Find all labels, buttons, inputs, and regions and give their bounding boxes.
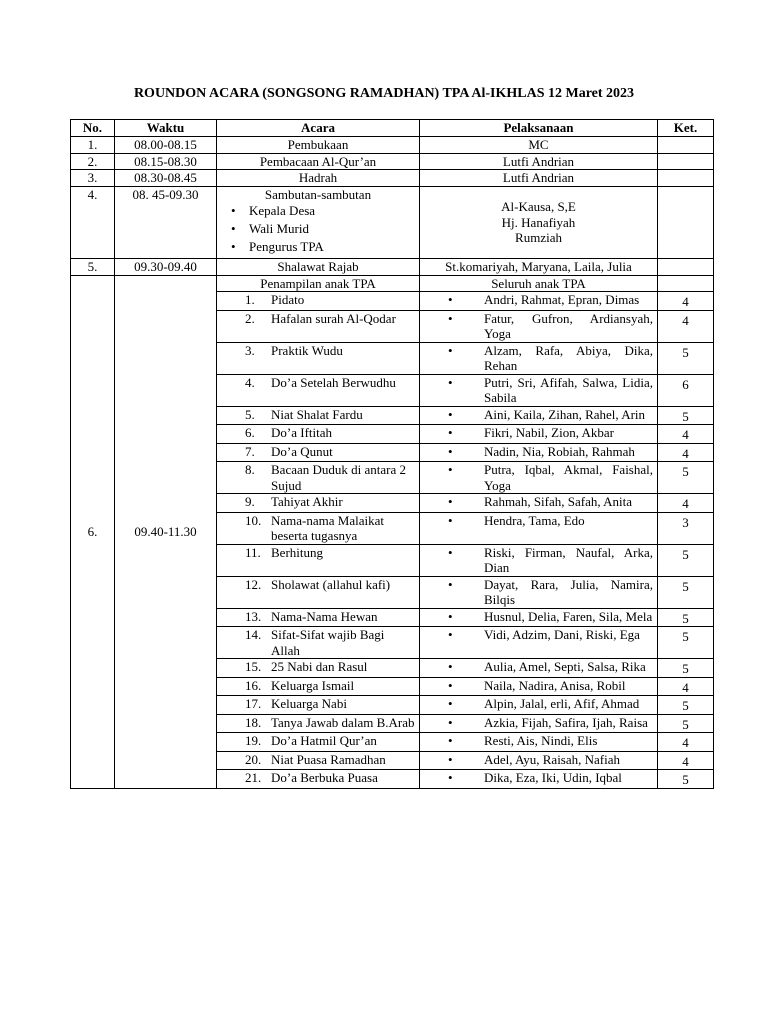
performance-pelaksanaan <box>420 462 658 494</box>
item-number: 3. <box>245 342 255 358</box>
performance-acara <box>217 374 420 406</box>
item-number: 21. <box>245 770 262 785</box>
performance-pelaksanaan <box>420 677 658 696</box>
item-acara: Bacaan Duduk di antara 2 Sujud <box>271 462 407 493</box>
performance-acara <box>217 512 420 544</box>
item-number: 12. <box>245 576 262 592</box>
item-number: 7. <box>245 443 255 459</box>
item-number: 10. <box>245 512 262 528</box>
item-pelaksanaan: Putri, Sri, Afifah, Salwa, Lidia, Sabila <box>484 374 653 405</box>
row-acara: Pembacaan Al-Qur’an <box>217 153 420 170</box>
table-row <box>71 153 714 170</box>
table-row <box>71 259 714 276</box>
item-pelaksanaan: Vidi, Adzim, Dani, Riski, Ega <box>484 627 640 642</box>
bullet: • <box>448 714 453 730</box>
table-row <box>71 137 714 154</box>
pelaksanaan-subheader: Seluruh anak TPA <box>420 275 658 292</box>
item-ket: 4 <box>658 751 714 770</box>
row-waktu: 08.15-08.30 <box>115 153 217 170</box>
item-ket: 3 <box>658 512 714 544</box>
row-ket <box>658 275 714 292</box>
performance-pelaksanaan <box>420 576 658 608</box>
item-acara: Sifat-Sifat wajib Bagi Allah <box>271 627 385 658</box>
item-acara: Niat Puasa Ramadhan <box>271 751 386 767</box>
bullet: • <box>448 770 453 785</box>
item-number: 15. <box>245 659 262 674</box>
performance-pelaksanaan <box>420 659 658 678</box>
header-waktu: Waktu <box>115 120 217 137</box>
item-pelaksanaan: Hendra, Tama, Edo <box>484 512 585 528</box>
performance-pelaksanaan <box>420 696 658 715</box>
table-row <box>71 170 714 187</box>
item-acara: Tanya Jawab dalam B.Arab <box>271 714 415 730</box>
item-acara: Hafalan surah Al-Qodar <box>271 310 396 326</box>
performance-acara <box>217 425 420 444</box>
row-ket <box>658 137 714 154</box>
item-pelaksanaan: Nadin, Nia, Robiah, Rahmah <box>484 443 635 459</box>
item-ket: 5 <box>658 770 714 789</box>
row-pelaksanaan <box>420 186 658 259</box>
item-ket: 5 <box>658 576 714 608</box>
bullet: • <box>448 677 453 693</box>
performance-pelaksanaan <box>420 406 658 425</box>
item-pelaksanaan: Dika, Eza, Iki, Udin, Iqbal <box>484 770 622 785</box>
item-pelaksanaan: Alpin, Jalal, erli, Afif, Ahmad <box>484 696 640 711</box>
performance-pelaksanaan <box>420 770 658 789</box>
item-ket: 4 <box>658 677 714 696</box>
performance-acara <box>217 576 420 608</box>
item-number: 8. <box>245 462 255 477</box>
item-pelaksanaan: Adel, Ayu, Raisah, Nafiah <box>484 751 620 767</box>
row-pelaksanaan: MC <box>420 137 658 154</box>
list-item: • Wali Murid <box>221 220 415 238</box>
item-ket: 4 <box>658 292 714 311</box>
acara-heading: Sambutan-sambutan <box>264 186 372 202</box>
row-pelaksanaan: Lutfi Andrian <box>420 170 658 187</box>
header-no: No. <box>71 120 115 137</box>
bullet: • <box>448 462 453 477</box>
performance-acara <box>217 696 420 715</box>
bullet: • <box>448 406 453 422</box>
performance-pelaksanaan <box>420 751 658 770</box>
performance-pelaksanaan <box>420 425 658 444</box>
bullet: • <box>448 292 453 307</box>
item-ket: 5 <box>658 544 714 576</box>
performance-acara <box>217 714 420 733</box>
item-pelaksanaan: Rahmah, Sifah, Safah, Anita <box>484 494 633 509</box>
item-ket: 4 <box>658 443 714 462</box>
item-pelaksanaan: Husnul, Delia, Faren, Sila, Mela <box>484 608 653 624</box>
item-number: 13. <box>245 608 262 624</box>
row-acara: Shalawat Rajab <box>217 259 420 276</box>
row-waktu: 08. 45-09.30 <box>115 186 217 259</box>
list-item: • Kepala Desa <box>221 202 415 220</box>
performance-acara <box>217 677 420 696</box>
list-item: • Pengurus TPA <box>221 238 415 256</box>
row-acara <box>217 186 420 259</box>
row-no: 2. <box>71 153 115 170</box>
item-acara: Do’a Qunut <box>271 443 333 459</box>
performance-acara <box>217 770 420 789</box>
item-number: 16. <box>245 677 262 693</box>
item-ket: 5 <box>658 342 714 374</box>
item-ket: 4 <box>658 310 714 342</box>
table-row <box>71 186 714 259</box>
bullet: • <box>448 544 453 560</box>
row-no: 6. <box>71 275 115 788</box>
document-title: ROUNDON ACARA (SONGSONG RAMADHAN) TPA Al-IKHLAS 12 Maret 2023 <box>133 86 635 101</box>
item-acara: Berhitung <box>271 544 323 560</box>
row-no: 4. <box>71 186 115 259</box>
item-pelaksanaan: Fatur, Gufron, Ardiansyah, Yoga <box>484 310 653 341</box>
table-header-row <box>71 120 714 137</box>
bullet: • <box>448 733 453 748</box>
item-number: 5. <box>245 406 255 422</box>
item-acara: Praktik Wudu <box>271 342 343 358</box>
performance-pelaksanaan <box>420 733 658 752</box>
performance-pelaksanaan <box>420 512 658 544</box>
row-waktu: 09.30-09.40 <box>115 259 217 276</box>
item-ket: 5 <box>658 696 714 715</box>
performance-acara <box>217 443 420 462</box>
row-pelaksanaan: St.komariyah, Maryana, Laila, Julia <box>420 259 658 276</box>
performance-acara <box>217 544 420 576</box>
item-number: 4. <box>245 374 255 390</box>
sambutan-list <box>221 202 415 256</box>
bullet: • <box>448 342 453 358</box>
item-acara: Nama-nama Malaikat beserta tugasnya <box>271 512 384 543</box>
item-acara: Niat Shalat Fardu <box>271 406 363 422</box>
bullet: • <box>448 512 453 528</box>
performance-acara <box>217 406 420 425</box>
table-row <box>71 275 714 292</box>
header-acara: Acara <box>217 120 420 137</box>
bullet: • <box>448 576 453 592</box>
item-acara: 25 Nabi dan Rasul <box>271 659 368 674</box>
row-waktu: 08.00-08.15 <box>115 137 217 154</box>
item-number: 14. <box>245 627 262 642</box>
row-ket <box>658 259 714 276</box>
item-pelaksanaan: Azkia, Fijah, Safira, Ijah, Raisa <box>484 714 648 730</box>
performance-pelaksanaan <box>420 443 658 462</box>
item-ket: 6 <box>658 374 714 406</box>
bullet: • <box>448 627 453 642</box>
performance-pelaksanaan <box>420 292 658 311</box>
performance-acara <box>217 342 420 374</box>
performance-acara <box>217 627 420 659</box>
item-acara: Tahiyat Akhir <box>271 494 343 509</box>
performance-acara <box>217 659 420 678</box>
item-pelaksanaan: Dayat, Rara, Julia, Namira, Bilqis <box>484 576 653 607</box>
performance-acara <box>217 494 420 513</box>
header-pelaksanaan: Pelaksanaan <box>420 120 658 137</box>
item-pelaksanaan: Aini, Kaila, Zihan, Rahel, Arin <box>484 406 646 422</box>
item-number: 2. <box>245 310 255 326</box>
row-no: 5. <box>71 259 115 276</box>
item-acara: Pidato <box>271 292 305 307</box>
item-acara: Do’a Hatmil Qur’an <box>271 733 377 748</box>
row-ket <box>658 153 714 170</box>
item-pelaksanaan: Riski, Firman, Naufal, Arka, Dian <box>484 544 653 575</box>
bullet: • <box>448 374 453 390</box>
bullet: • <box>448 443 453 459</box>
item-pelaksanaan: Naila, Nadira, Anisa, Robil <box>484 677 626 693</box>
performance-pelaksanaan <box>420 714 658 733</box>
item-acara: Nama-Nama Hewan <box>271 608 378 624</box>
item-ket: 5 <box>658 627 714 659</box>
performance-pelaksanaan <box>420 374 658 406</box>
item-acara: Do’a Iftitah <box>271 425 333 440</box>
item-ket: 5 <box>658 608 714 627</box>
performance-acara <box>217 733 420 752</box>
row-acara: Hadrah <box>217 170 420 187</box>
item-ket: 5 <box>658 406 714 425</box>
item-number: 1. <box>245 292 255 307</box>
item-acara: Sholawat (allahul kafi) <box>271 576 391 592</box>
item-pelaksanaan: Resti, Ais, Nindi, Elis <box>484 733 598 748</box>
performance-acara <box>217 292 420 311</box>
item-number: 9. <box>245 494 255 509</box>
item-ket: 5 <box>658 462 714 494</box>
row-waktu: 09.40-11.30 <box>115 275 217 788</box>
performance-acara <box>217 751 420 770</box>
item-ket: 4 <box>658 425 714 444</box>
item-ket: 4 <box>658 494 714 513</box>
bullet: • <box>448 751 453 767</box>
pelaksanaan-line: Al-Kausa, S,E <box>501 199 576 214</box>
item-number: 20. <box>245 751 262 767</box>
performance-acara <box>217 608 420 627</box>
item-ket: 5 <box>658 659 714 678</box>
item-number: 17. <box>245 696 262 711</box>
acara-subheader: Penampilan anak TPA <box>217 275 420 292</box>
schedule-table <box>70 119 714 789</box>
row-waktu: 08.30-08.45 <box>115 170 217 187</box>
item-acara: Keluarga Ismail <box>271 677 355 693</box>
pelaksanaan-line: Hj. Hanafiyah <box>501 214 576 230</box>
performance-pelaksanaan <box>420 608 658 627</box>
item-pelaksanaan: Fikri, Nabil, Zion, Akbar <box>484 425 614 440</box>
bullet: • <box>448 494 453 509</box>
performance-pelaksanaan <box>420 544 658 576</box>
performance-acara <box>217 462 420 494</box>
bullet: • <box>448 310 453 326</box>
row-pelaksanaan: Lutfi Andrian <box>420 153 658 170</box>
item-number: 11. <box>245 544 261 560</box>
item-number: 6. <box>245 425 255 440</box>
bullet: • <box>448 696 453 711</box>
performance-pelaksanaan <box>420 310 658 342</box>
performance-pelaksanaan <box>420 494 658 513</box>
performance-pelaksanaan <box>420 627 658 659</box>
item-pelaksanaan: Putra, Iqbal, Akmal, Faishal, Yoga <box>484 462 653 493</box>
item-ket: 4 <box>658 733 714 752</box>
item-acara: Do’a Setelah Berwudhu <box>271 374 396 390</box>
performance-pelaksanaan <box>420 342 658 374</box>
item-acara: Keluarga Nabi <box>271 696 347 711</box>
bullet: • <box>448 608 453 624</box>
row-ket <box>658 186 714 259</box>
row-ket <box>658 170 714 187</box>
row-no: 3. <box>71 170 115 187</box>
item-ket: 5 <box>658 714 714 733</box>
pelaksanaan-line: Rumziah <box>515 230 562 245</box>
row-no: 1. <box>71 137 115 154</box>
item-pelaksanaan: Aulia, Amel, Septi, Salsa, Rika <box>484 659 646 674</box>
performance-acara <box>217 310 420 342</box>
item-number: 19. <box>245 733 262 748</box>
bullet: • <box>448 659 453 674</box>
header-ket: Ket. <box>658 120 714 137</box>
bullet: • <box>448 425 453 440</box>
item-pelaksanaan: Alzam, Rafa, Abiya, Dika, Rehan <box>484 342 653 373</box>
item-acara: Do’a Berbuka Puasa <box>271 770 378 785</box>
row-acara: Pembukaan <box>217 137 420 154</box>
item-pelaksanaan: Andri, Rahmat, Epran, Dimas <box>484 292 640 307</box>
item-number: 18. <box>245 714 262 730</box>
